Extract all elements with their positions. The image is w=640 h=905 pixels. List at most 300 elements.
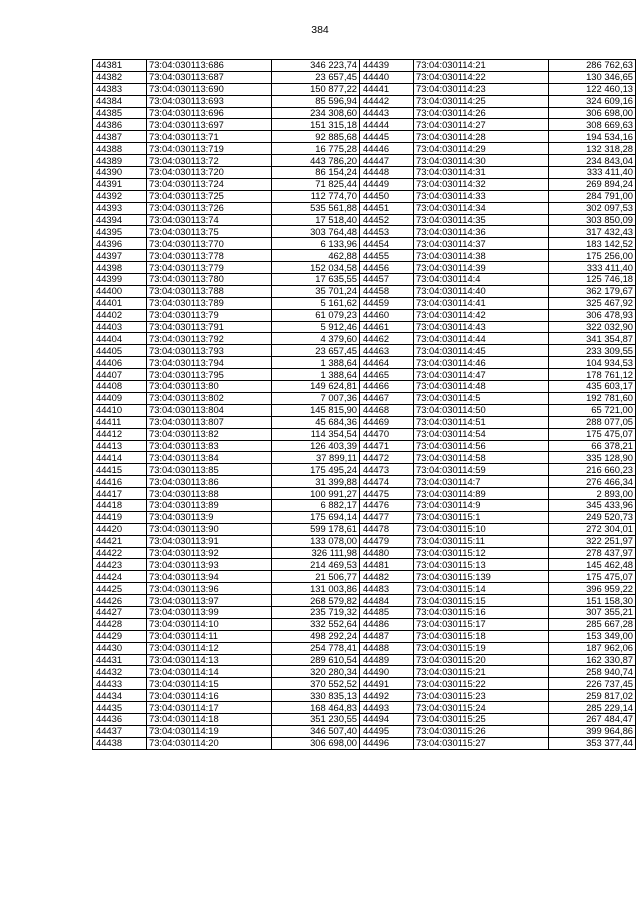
cadastral-number-cell: 73:04:030115:12: [414, 547, 549, 559]
cadastral-number-cell: 73:04:030115:22: [414, 678, 549, 690]
row-number-cell: 44465: [360, 369, 414, 381]
value-cell: 435 603,17: [549, 381, 636, 393]
row-number-cell: 44422: [93, 547, 147, 559]
cadastral-number-cell: 73:04:030113:724: [147, 178, 272, 190]
row-number-cell: 44413: [93, 440, 147, 452]
row-number-cell: 44495: [360, 725, 414, 737]
table-row: [360, 559, 636, 571]
cadastral-number-cell: 73:04:030113:84: [147, 452, 272, 464]
value-cell: 187 962,06: [549, 642, 636, 654]
value-cell: 345 433,96: [549, 499, 636, 511]
value-cell: 100 991,27: [272, 488, 360, 500]
value-cell: 16 775,28: [272, 143, 360, 155]
row-number-cell: 44431: [93, 654, 147, 666]
cadastral-number-cell: 73:04:030115:10: [414, 523, 549, 535]
page-number: 384: [311, 24, 329, 36]
table-row: [93, 143, 360, 155]
value-cell: 151 315,18: [272, 119, 360, 131]
table-row: [360, 725, 636, 737]
value-cell: 498 292,24: [272, 630, 360, 642]
value-cell: 175 475,07: [549, 571, 636, 583]
row-number-cell: 44436: [93, 713, 147, 725]
row-number-cell: 44432: [93, 666, 147, 678]
cadastral-number-cell: 73:04:030114:7: [414, 476, 549, 488]
cadastral-number-cell: 73:04:030114:40: [414, 285, 549, 297]
table-row: [360, 83, 636, 95]
value-cell: 399 964,86: [549, 725, 636, 737]
row-number-cell: 44463: [360, 345, 414, 357]
table-row: [93, 297, 360, 309]
value-cell: 320 280,34: [272, 666, 360, 678]
value-cell: 85 596,94: [272, 95, 360, 107]
cadastral-number-cell: 73:04:030113:686: [147, 60, 272, 72]
cadastral-number-cell: 73:04:030113:86: [147, 476, 272, 488]
cadastral-number-cell: 73:04:030113:71: [147, 131, 272, 143]
table-row: [360, 167, 636, 179]
cadastral-number-cell: 73:04:030115:1: [414, 511, 549, 523]
cadastral-number-cell: 73:04:030113:690: [147, 83, 272, 95]
value-cell: 6 133,96: [272, 238, 360, 250]
cadastral-number-cell: 73:04:030114:34: [414, 202, 549, 214]
table-row: [93, 167, 360, 179]
table-row: [360, 143, 636, 155]
row-number-cell: 44448: [360, 167, 414, 179]
row-number-cell: 44389: [93, 155, 147, 167]
cadastral-number-cell: 73:04:030113:804: [147, 404, 272, 416]
cadastral-number-cell: 73:04:030115:14: [414, 583, 549, 595]
row-number-cell: 44416: [93, 476, 147, 488]
value-cell: 370 552,52: [272, 678, 360, 690]
cadastral-number-cell: 73:04:030114:30: [414, 155, 549, 167]
value-cell: 599 178,61: [272, 523, 360, 535]
table-row: [93, 523, 360, 535]
row-number-cell: 44475: [360, 488, 414, 500]
value-cell: 288 077,05: [549, 416, 636, 428]
value-cell: 396 959,22: [549, 583, 636, 595]
cadastral-number-cell: 73:04:030114:38: [414, 250, 549, 262]
table-row: [93, 666, 360, 678]
value-cell: 168 464,83: [272, 702, 360, 714]
cadastral-number-cell: 73:04:030115:26: [414, 725, 549, 737]
table-row: [93, 214, 360, 226]
value-cell: 324 609,16: [549, 95, 636, 107]
value-cell: 306 698,00: [272, 737, 360, 749]
table-row: [360, 369, 636, 381]
row-number-cell: 44405: [93, 345, 147, 357]
value-cell: 308 669,63: [549, 119, 636, 131]
row-number-cell: 44454: [360, 238, 414, 250]
cadastral-number-cell: 73:04:030115:17: [414, 618, 549, 630]
cadastral-number-cell: 73:04:030113:770: [147, 238, 272, 250]
cadastral-number-cell: 73:04:030115:25: [414, 713, 549, 725]
table-row: [360, 404, 636, 416]
row-number-cell: 44392: [93, 190, 147, 202]
table-row: [93, 464, 360, 476]
row-number-cell: 44460: [360, 309, 414, 321]
cadastral-number-cell: 73:04:030115:11: [414, 535, 549, 547]
table-row: [360, 250, 636, 262]
table-row: [93, 452, 360, 464]
table-row: [93, 535, 360, 547]
cadastral-number-cell: 73:04:030113:807: [147, 416, 272, 428]
value-cell: 71 825,44: [272, 178, 360, 190]
row-number-cell: 44435: [93, 702, 147, 714]
row-number-cell: 44397: [93, 250, 147, 262]
row-number-cell: 44445: [360, 131, 414, 143]
row-number-cell: 44387: [93, 131, 147, 143]
row-number-cell: 44398: [93, 262, 147, 274]
row-number-cell: 44410: [93, 404, 147, 416]
cadastral-number-cell: 73:04:030114:39: [414, 262, 549, 274]
cadastral-number-cell: 73:04:030114:15: [147, 678, 272, 690]
row-number-cell: 44396: [93, 238, 147, 250]
value-cell: 317 432,43: [549, 226, 636, 238]
row-number-cell: 44469: [360, 416, 414, 428]
row-number-cell: 44408: [93, 381, 147, 393]
row-number-cell: 44443: [360, 107, 414, 119]
value-cell: 21 506,77: [272, 571, 360, 583]
table-row: [93, 630, 360, 642]
row-number-cell: 44458: [360, 285, 414, 297]
cadastral-number-cell: 73:04:030114:27: [414, 119, 549, 131]
table-row: [360, 464, 636, 476]
cadastral-number-cell: 73:04:030115:139: [414, 571, 549, 583]
table-row: [93, 345, 360, 357]
cadastral-number-cell: 73:04:030114:46: [414, 357, 549, 369]
table-row: [93, 333, 360, 345]
value-cell: 153 349,00: [549, 630, 636, 642]
table-row: [360, 381, 636, 393]
cadastral-number-cell: 73:04:030113:792: [147, 333, 272, 345]
cadastral-number-cell: 73:04:030113:92: [147, 547, 272, 559]
table-row: [360, 666, 636, 678]
value-cell: 325 467,92: [549, 297, 636, 309]
cadastral-number-cell: 73:04:030113:780: [147, 274, 272, 286]
value-cell: 1 388,64: [272, 357, 360, 369]
row-number-cell: 44482: [360, 571, 414, 583]
value-cell: 132 318,28: [549, 143, 636, 155]
row-number-cell: 44399: [93, 274, 147, 286]
row-number-cell: 44473: [360, 464, 414, 476]
cadastral-number-cell: 73:04:030114:22: [414, 71, 549, 83]
cadastral-number-cell: 73:04:030114:32: [414, 178, 549, 190]
value-cell: 151 158,30: [549, 595, 636, 607]
row-number-cell: 44490: [360, 666, 414, 678]
row-number-cell: 44478: [360, 523, 414, 535]
table-row: [93, 725, 360, 737]
cadastral-number-cell: 73:04:030115:19: [414, 642, 549, 654]
table-row: [360, 440, 636, 452]
table-row: [93, 476, 360, 488]
value-cell: 306 698,00: [549, 107, 636, 119]
table-row: [360, 654, 636, 666]
row-number-cell: 44459: [360, 297, 414, 309]
value-cell: 443 786,20: [272, 155, 360, 167]
table-row: [93, 499, 360, 511]
value-cell: 234 308,60: [272, 107, 360, 119]
row-number-cell: 44456: [360, 262, 414, 274]
table-row: [360, 737, 636, 749]
cadastral-number-cell: 73:04:030114:29: [414, 143, 549, 155]
table-row: [360, 535, 636, 547]
registry-table-left: [92, 59, 360, 750]
table-row: [93, 131, 360, 143]
table-row: [360, 488, 636, 500]
cadastral-number-cell: 73:04:030114:18: [147, 713, 272, 725]
row-number-cell: 44487: [360, 630, 414, 642]
value-cell: 332 552,64: [272, 618, 360, 630]
cadastral-number-cell: 73:04:030115:21: [414, 666, 549, 678]
row-number-cell: 44483: [360, 583, 414, 595]
table-row: [93, 488, 360, 500]
table-row: [93, 440, 360, 452]
table-row: [93, 737, 360, 749]
cadastral-number-cell: 73:04:030113:88: [147, 488, 272, 500]
row-number-cell: 44419: [93, 511, 147, 523]
cadastral-number-cell: 73:04:030113:696: [147, 107, 272, 119]
row-number-cell: 44381: [93, 60, 147, 72]
value-cell: 303 850,09: [549, 214, 636, 226]
value-cell: 23 657,45: [272, 71, 360, 83]
table-row: [360, 214, 636, 226]
row-number-cell: 44480: [360, 547, 414, 559]
value-cell: 322 032,90: [549, 321, 636, 333]
cadastral-number-cell: 73:04:030115:23: [414, 690, 549, 702]
row-number-cell: 44423: [93, 559, 147, 571]
row-number-cell: 44383: [93, 83, 147, 95]
cadastral-number-cell: 73:04:030114:20: [147, 737, 272, 749]
registry-table-right: [359, 59, 636, 750]
table-row: [93, 321, 360, 333]
table-row: [360, 345, 636, 357]
value-cell: 322 251,97: [549, 535, 636, 547]
row-number-cell: 44420: [93, 523, 147, 535]
value-cell: 178 761,12: [549, 369, 636, 381]
table-row: [360, 678, 636, 690]
cadastral-number-cell: 73:04:030113:80: [147, 381, 272, 393]
value-cell: 92 885,68: [272, 131, 360, 143]
row-number-cell: 44476: [360, 499, 414, 511]
row-number-cell: 44453: [360, 226, 414, 238]
table-row: [93, 571, 360, 583]
value-cell: 303 764,48: [272, 226, 360, 238]
cadastral-number-cell: 73:04:030113:79: [147, 309, 272, 321]
table-row: [360, 571, 636, 583]
row-number-cell: 44494: [360, 713, 414, 725]
row-number-cell: 44428: [93, 618, 147, 630]
cadastral-number-cell: 73:04:030113:795: [147, 369, 272, 381]
table-row: [360, 321, 636, 333]
row-number-cell: 44430: [93, 642, 147, 654]
value-cell: 86 154,24: [272, 167, 360, 179]
cadastral-number-cell: 73:04:030114:43: [414, 321, 549, 333]
value-cell: 6 882,17: [272, 499, 360, 511]
table-row: [93, 369, 360, 381]
row-number-cell: 44425: [93, 583, 147, 595]
value-cell: 1 388,64: [272, 369, 360, 381]
cadastral-number-cell: 73:04:030113:793: [147, 345, 272, 357]
row-number-cell: 44450: [360, 190, 414, 202]
table-row: [93, 428, 360, 440]
row-number-cell: 44447: [360, 155, 414, 167]
cadastral-number-cell: 73:04:030113:687: [147, 71, 272, 83]
table-row: [93, 583, 360, 595]
table-row: [360, 202, 636, 214]
cadastral-number-cell: 73:04:030114:11: [147, 630, 272, 642]
value-cell: 145 462,48: [549, 559, 636, 571]
table-row: [93, 190, 360, 202]
cadastral-number-cell: 73:04:030114:36: [414, 226, 549, 238]
value-cell: 112 774,70: [272, 190, 360, 202]
cadastral-number-cell: 73:04:030113:72: [147, 155, 272, 167]
table-row: [360, 131, 636, 143]
table-row: [93, 71, 360, 83]
row-number-cell: 44438: [93, 737, 147, 749]
row-number-cell: 44404: [93, 333, 147, 345]
row-number-cell: 44421: [93, 535, 147, 547]
table-row: [360, 178, 636, 190]
row-number-cell: 44427: [93, 606, 147, 618]
table-row: [93, 511, 360, 523]
value-cell: 259 817,02: [549, 690, 636, 702]
row-number-cell: 44488: [360, 642, 414, 654]
cadastral-number-cell: 73:04:030114:58: [414, 452, 549, 464]
cadastral-number-cell: 73:04:030114:56: [414, 440, 549, 452]
value-cell: 114 354,54: [272, 428, 360, 440]
value-cell: 149 624,81: [272, 381, 360, 393]
cadastral-number-cell: 73:04:030114:89: [414, 488, 549, 500]
value-cell: 5 161,62: [272, 297, 360, 309]
value-cell: 2 893,00: [549, 488, 636, 500]
table-row: [360, 630, 636, 642]
cadastral-number-cell: 73:04:030113:89: [147, 499, 272, 511]
value-cell: 150 877,22: [272, 83, 360, 95]
table-row: [360, 226, 636, 238]
value-cell: 335 128,90: [549, 452, 636, 464]
row-number-cell: 44472: [360, 452, 414, 464]
row-number-cell: 44446: [360, 143, 414, 155]
value-cell: 341 354,87: [549, 333, 636, 345]
value-cell: 175 694,14: [272, 511, 360, 523]
cadastral-number-cell: 73:04:030113:788: [147, 285, 272, 297]
table-row: [360, 238, 636, 250]
table-row: [93, 83, 360, 95]
value-cell: 284 791,00: [549, 190, 636, 202]
value-cell: 346 223,74: [272, 60, 360, 72]
row-number-cell: 44466: [360, 381, 414, 393]
value-cell: 233 309,55: [549, 345, 636, 357]
row-number-cell: 44391: [93, 178, 147, 190]
table-row: [360, 606, 636, 618]
table-row: [360, 523, 636, 535]
row-number-cell: 44434: [93, 690, 147, 702]
table-row: [360, 511, 636, 523]
cadastral-number-cell: 73:04:030114:44: [414, 333, 549, 345]
table-row: [93, 416, 360, 428]
row-number-cell: 44426: [93, 595, 147, 607]
table-row: [93, 618, 360, 630]
table-row: [360, 60, 636, 72]
table-row: [93, 357, 360, 369]
value-cell: 535 561,88: [272, 202, 360, 214]
row-number-cell: 44449: [360, 178, 414, 190]
value-cell: 272 304,01: [549, 523, 636, 535]
cadastral-number-cell: 73:04:030114:37: [414, 238, 549, 250]
table-row: [93, 713, 360, 725]
value-cell: 175 475,07: [549, 428, 636, 440]
cadastral-number-cell: 73:04:030114:14: [147, 666, 272, 678]
value-cell: 216 660,23: [549, 464, 636, 476]
cadastral-number-cell: 73:04:030114:16: [147, 690, 272, 702]
row-number-cell: 44412: [93, 428, 147, 440]
row-number-cell: 44401: [93, 297, 147, 309]
cadastral-number-cell: 73:04:030113:96: [147, 583, 272, 595]
table-row: [93, 155, 360, 167]
value-cell: 31 399,88: [272, 476, 360, 488]
cadastral-number-cell: 73:04:030114:28: [414, 131, 549, 143]
row-number-cell: 44395: [93, 226, 147, 238]
value-cell: 37 899,11: [272, 452, 360, 464]
table-row: [360, 155, 636, 167]
row-number-cell: 44462: [360, 333, 414, 345]
cadastral-number-cell: 73:04:030114:45: [414, 345, 549, 357]
row-number-cell: 44385: [93, 107, 147, 119]
value-cell: 269 894,24: [549, 178, 636, 190]
cadastral-number-cell: 73:04:030113:778: [147, 250, 272, 262]
table-row: [93, 595, 360, 607]
row-number-cell: 44485: [360, 606, 414, 618]
row-number-cell: 44457: [360, 274, 414, 286]
value-cell: 23 657,45: [272, 345, 360, 357]
cadastral-number-cell: 73:04:030113:82: [147, 428, 272, 440]
table-row: [360, 262, 636, 274]
value-cell: 285 229,14: [549, 702, 636, 714]
value-cell: 249 520,73: [549, 511, 636, 523]
table-row: [360, 583, 636, 595]
row-number-cell: 44393: [93, 202, 147, 214]
row-number-cell: 44444: [360, 119, 414, 131]
row-number-cell: 44471: [360, 440, 414, 452]
cadastral-number-cell: 73:04:030113:802: [147, 392, 272, 404]
table-row: [93, 309, 360, 321]
cadastral-number-cell: 73:04:030114:54: [414, 428, 549, 440]
table-row: [360, 297, 636, 309]
value-cell: 126 403,39: [272, 440, 360, 452]
cadastral-number-cell: 73:04:030113:90: [147, 523, 272, 535]
row-number-cell: 44461: [360, 321, 414, 333]
cadastral-number-cell: 73:04:030113:85: [147, 464, 272, 476]
cadastral-number-cell: 73:04:030114:10: [147, 618, 272, 630]
row-number-cell: 44470: [360, 428, 414, 440]
cadastral-number-cell: 73:04:030113:9: [147, 511, 272, 523]
table-row: [93, 238, 360, 250]
row-number-cell: 44437: [93, 725, 147, 737]
row-number-cell: 44429: [93, 630, 147, 642]
table-row: [360, 642, 636, 654]
row-number-cell: 44400: [93, 285, 147, 297]
cadastral-number-cell: 73:04:030115:24: [414, 702, 549, 714]
cadastral-number-cell: 73:04:030114:31: [414, 167, 549, 179]
table-row: [93, 119, 360, 131]
value-cell: 122 460,13: [549, 83, 636, 95]
cadastral-number-cell: 73:04:030114:50: [414, 404, 549, 416]
value-cell: 362 179,67: [549, 285, 636, 297]
cadastral-number-cell: 73:04:030114:5: [414, 392, 549, 404]
value-cell: 66 378,21: [549, 440, 636, 452]
table-row: [360, 309, 636, 321]
row-number-cell: 44467: [360, 392, 414, 404]
cadastral-number-cell: 73:04:030115:18: [414, 630, 549, 642]
